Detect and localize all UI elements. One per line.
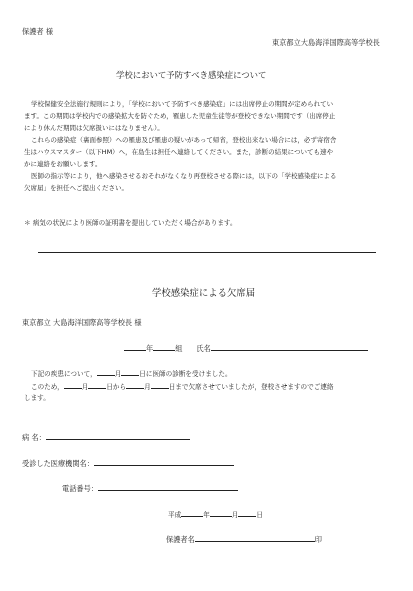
class-label: 組 — [175, 344, 183, 353]
date-month-blank[interactable] — [210, 507, 232, 517]
student-info-row — [124, 341, 368, 354]
absence-from-day-blank[interactable] — [88, 379, 106, 389]
sender-principal: 東京都立大島海洋国際高等学校長 — [272, 38, 380, 47]
year-blank[interactable] — [124, 341, 146, 351]
paragraph-line: 医師の指示等により，他へ感染させるおそれがなくなり再登校させる際には，以下の「学校感染症による — [31, 172, 337, 180]
guardian-name-field[interactable] — [195, 532, 315, 542]
guardian-signature-row — [166, 532, 322, 545]
form-addressee-principal: 東京都立 大島海洋国際高等学校長 様 — [22, 318, 142, 327]
paragraph-line: これらの感染症（裏面参照）への罹患及び罹患の疑いがあって帰省，登校出来ない場合には，必ず寄宿舎 — [31, 136, 337, 144]
statement-line-diagnosis: 下記の疾患について， 月 日に医師の診断を受けました。 — [31, 366, 232, 378]
paragraph-line: 学校保健安全法施行規則により，「学校において予防すべき感染症」には出席停止の期間が定められてい — [31, 100, 334, 108]
clinic-row — [22, 456, 234, 469]
phone-row — [62, 481, 238, 494]
clinic-name-field[interactable] — [94, 456, 234, 466]
paragraph-contact-instructions — [24, 135, 392, 170]
footnote-doctor-certificate: ＊ 病気の状況により医師の証明書を提出していただく場合があります。 — [24, 219, 237, 227]
paragraph-line: により休んだ期間は欠席扱いにはなりません）。 — [24, 123, 164, 132]
notice-title: 学校において予防すべき感染症について — [116, 70, 267, 80]
student-name-blank[interactable] — [211, 341, 368, 351]
addressee-guardian: 保護者 様 — [22, 27, 54, 36]
year-label: 年 — [146, 344, 154, 353]
disease-name-row — [22, 430, 190, 443]
paragraph-infection-period — [24, 99, 392, 134]
phone-label: 電話番号： — [62, 484, 98, 493]
absence-month-blank[interactable] — [64, 379, 82, 389]
date-day-blank[interactable] — [238, 507, 256, 517]
form-title: 学校感染症による欠席届 — [152, 288, 256, 299]
phone-number-field[interactable] — [98, 481, 238, 491]
submission-date-row: 平成 年 月 日 — [168, 507, 263, 519]
paragraph-line: ます。この期間は学校内での感染拡大を防ぐため，罹患した児童生徒等が登校できない期間です（出席停止 — [24, 111, 336, 120]
clinic-label: 受診した医療機関名： — [22, 459, 94, 468]
absence-month2-blank[interactable] — [126, 379, 144, 389]
guardian-name-label: 保護者名 — [166, 535, 195, 544]
diagnosis-day-blank[interactable] — [121, 366, 139, 376]
paragraph-line: かに連絡をお願いします。 — [24, 159, 102, 168]
student-name-label: 氏名 — [196, 344, 211, 353]
paragraph-return-instructions — [24, 171, 392, 195]
diagnosis-month-blank[interactable] — [97, 366, 115, 376]
disease-name-label: 病 名： — [22, 433, 46, 442]
paragraph-line: 生はハウスマスター（以下HM）へ，在島生は担任へ連絡してください。また，診断の結果についても速や — [24, 147, 334, 156]
class-blank[interactable] — [153, 341, 175, 351]
divider-line — [38, 252, 376, 253]
absence-to-day-blank[interactable] — [151, 379, 169, 389]
statement-line-absence: このため， 月 日から 月 日まで欠席させていましたが，登校させますのでご連絡 — [31, 379, 334, 391]
seal-mark: 印 — [314, 535, 322, 544]
era-label: 平成 — [168, 511, 182, 519]
date-year-blank[interactable] — [181, 507, 203, 517]
disease-name-field[interactable] — [46, 430, 190, 440]
statement-line-end: します。 — [24, 394, 50, 402]
paragraph-line: 欠席届」を担任へご提出ください。 — [24, 183, 128, 192]
